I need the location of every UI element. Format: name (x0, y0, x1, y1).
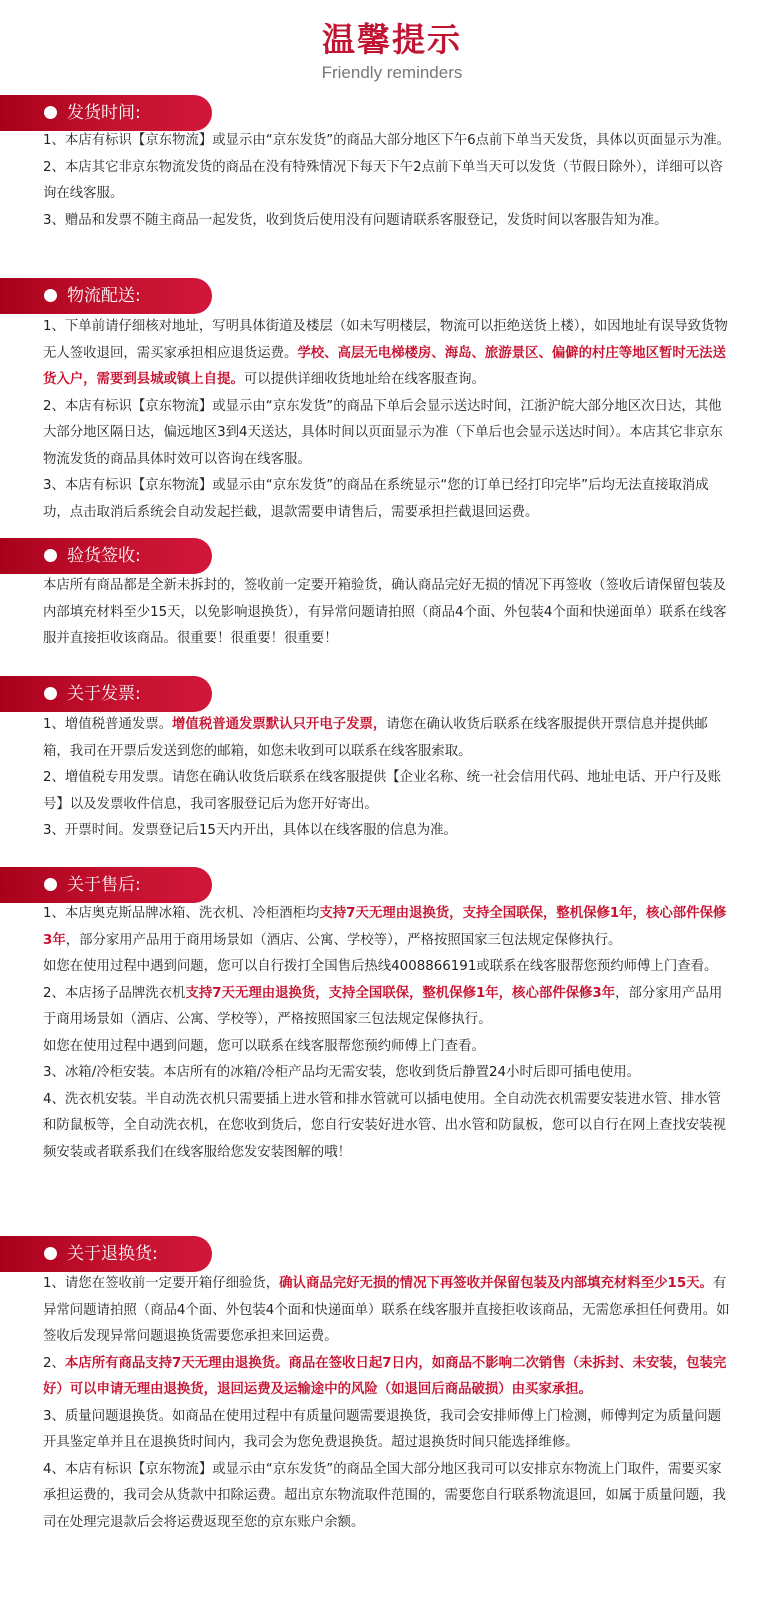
highlighted-text: 学校、高层无电梯楼房、海岛、旅游景区、偏僻的村庄等地区暂时无法送货入户，需要到县城或镇上自提。 (43, 345, 726, 387)
section-title: 发货时间: (67, 103, 141, 123)
bullet-dot-icon (44, 687, 57, 700)
text-segment: 3、赠品和发票不随主商品一起发货，收到货后使用没有问题请联系客服登记，发货时间以客服告知为准。 (43, 212, 668, 228)
section-header-returns (0, 1236, 212, 1272)
bullet-dot-icon (44, 549, 57, 562)
text-segment: 可以提供详细收货地址给在线客服查询。 (243, 372, 485, 387)
section-title: 物流配送: (67, 286, 141, 306)
bullet-dot-icon (44, 289, 57, 302)
paragraph (43, 954, 733, 981)
page-subtitle: Friendly reminders (321, 63, 463, 82)
text-segment: 如您在使用过程中遇到问题，您可以自行拨打全国售后热线4008866191或联系在线客服帮您预约师傅上门查看。 (43, 959, 718, 974)
paragraph (43, 1457, 733, 1537)
section-title: 验货签收: (67, 546, 141, 566)
bullet-dot-icon (44, 106, 57, 119)
text-segment: 3、本店有标识【京东物流】或显示由“京东发货”的商品在系统显示“您的订单已经打印完毕”后均无法直接取消成功，点击取消后系统会自动发起拦截，退款需要申请售后，需要承担拦截退回运费。 (43, 478, 709, 520)
section-body-logistics (43, 314, 733, 526)
text-segment: 3、质量问题退换货。如商品在使用过程中有质量问题需要退换货，我司会安排师傅上门检测，师傅判定为质量问题开具鉴定单并且在退换货时间内，我司会为您免费退换货。超过退换货时间只能选择维修。 (43, 1408, 722, 1450)
text-segment: 2、本店扬子品牌洗衣机 (43, 985, 186, 1001)
paragraph (43, 981, 733, 1034)
text-segment: 请您在确认收货后联系在线客服提供开票信息并提供邮箱，我司在开票后发送到您的邮箱，如您未收到可以联系在线客服索取。 (43, 717, 708, 759)
section-header-shipping-time (0, 95, 212, 131)
paragraph (43, 1060, 733, 1087)
paragraph (43, 1351, 733, 1404)
text-segment: 1、请您在签收前一定要开箱仔细验货， (43, 1276, 280, 1291)
section-header-inspection (0, 538, 212, 574)
text-segment: 3、开票时间。发票登记后15天内开出，具体以在线客服的信息为准。 (43, 823, 457, 838)
section-header-invoice (0, 676, 212, 712)
highlighted-text: 增值税普通发票默认只开电子发票， (172, 717, 387, 732)
paragraph (43, 473, 733, 526)
section-body-returns (43, 1271, 733, 1536)
paragraph (43, 394, 733, 474)
text-segment: 2、本店有标识【京东物流】或显示由“京东发货”的商品下单后会显示送达时间，江浙沪皖大部分地区次日达，其他大部分地区隔日达，偏远地区3到4天送达，具体时间以页面显示为准（下单后也会显示送达时间）。本店其它非京东物流发货的商品具体时效可以咨询在线客服。 (43, 398, 723, 467)
text-segment: 如您在使用过程中遇到问题，您可以联系在线客服帮您预约师傅上门查看。 (43, 1038, 485, 1054)
section-body-inspection (43, 573, 733, 653)
text-segment: 有异常问题请拍照（商品4个面、外包装4个面和快递面单）联系在线客服并直接拒收该商品，无需您承担任何费用。如签收后发现异常问题退换货需要您承担来回运费。 (43, 1276, 730, 1344)
bullet-dot-icon (44, 878, 57, 891)
section-title: 关于发票: (67, 684, 141, 704)
paragraph (43, 1271, 733, 1351)
text-segment: 本店所有商品都是全新未拆封的，签收前一定要开箱验货，确认商品完好无损的情况下再签收（签收后请保留包装及内部填充材料至少15天，以免影响退换货），有异常问题请拍照（商品4个面、外包装4个面和快递面单）联系在线客服并直接拒收该商品。很重要！很重要！很重要！ (43, 578, 727, 646)
paragraph (43, 1404, 733, 1457)
highlighted-text: 确认商品完好无损的情况下再签收并保留包装及内部填充材料至少15天。 (279, 1276, 713, 1291)
section-title: 关于售后: (67, 875, 141, 895)
section-title: 关于退换货: (67, 1244, 158, 1264)
section-header-logistics (0, 278, 212, 314)
paragraph (43, 314, 733, 394)
highlighted-text: 支持7天无理由退换货，支持全国联保，整机保修1年，核心部件保修3年 (43, 906, 727, 948)
section-body-shipping-time (43, 128, 733, 234)
highlighted-text: 本店所有商品支持7天无理由退换货。商品在签收日起7日内，如商品不影响二次销售（未拆封、未安装，包装完好）可以申请无理由退换货，退回运费及运输途中的风险（如退回后商品破损）由买家承担。 (43, 1355, 727, 1397)
text-segment: 2、本店其它非京东物流发货的商品在没有特殊情况下每天下午2点前下单当天可以发货（节假日除外），详细可以咨询在线客服。 (43, 159, 723, 201)
text-segment: ，部分家用产品用于商用场景如（酒店、公寓、学校等），严格按照国家三包法规定保修执行。 (43, 985, 723, 1027)
paragraph (43, 818, 733, 845)
paragraph (43, 208, 733, 235)
text-segment: 1、增值税普通发票。 (43, 717, 173, 732)
text-segment: 1、下单前请仔细核对地址，写明具体街道及楼层（如未写明楼层，物流可以拒绝送货上楼），如因地址有误导致货物无人签收退回，需买家承担相应退货运费。 (43, 319, 728, 361)
bullet-dot-icon (44, 1247, 57, 1260)
text-segment: 4、本店有标识【京东物流】或显示由“京东发货”的商品全国大部分地区我司可以安排京东物流上门取件，需要买家承担运费的，我司会从货款中扣除运费。超出京东物流取件范围的，需要您自行联系物流退回，如属于质量问题，我司在处理完退款后会将运费返现至您的京东账户余额。 (43, 1461, 726, 1530)
text-segment: 2、增值税专用发票。请您在确认收货后联系在线客服提供【企业名称、统一社会信用代码、地址电话、开户行及账号】以及发票收件信息，我司客服登记后为您开好寄出。 (43, 770, 722, 812)
text-segment: ，部分家用产品用于商用场景如（酒店、公寓、学校等），严格按照国家三包法规定保修执行。 (65, 932, 622, 948)
section-body-invoice (43, 712, 733, 845)
paragraph (43, 1034, 733, 1061)
paragraph (43, 712, 733, 765)
text-segment: 3、冰箱/冷柜安装。本店所有的冰箱/冷柜产品均无需安装，您收到货后静置24小时后即可插电使用。 (43, 1065, 640, 1080)
paragraph (43, 901, 733, 954)
text-segment: 1、本店有标识【京东物流】或显示由“京东发货”的商品大部分地区下午6点前下单当天发货，具体以页面显示为准。 (43, 133, 731, 148)
section-header-after-sales (0, 867, 212, 903)
text-segment: 1、本店奥克斯品牌冰箱、洗衣机、冷柜酒柜均 (43, 906, 320, 921)
paragraph (43, 573, 733, 653)
paragraph (43, 765, 733, 818)
paragraph (43, 155, 733, 208)
text-segment: 4、洗衣机安装。半自动洗衣机只需要插上进水管和排水管就可以插电使用。全自动洗衣机需要安装进水管、排水管和防鼠板等，全自动洗衣机，在您收到货后，您自行安装好进水管、出水管和防鼠板，您可以自行在网上查找安装视频安装或者联系我们在线客服给您发安装图解的哦！ (43, 1091, 726, 1160)
highlighted-text: 支持7天无理由退换货，支持全国联保，整机保修1年，核心部件保修3年 (185, 985, 616, 1001)
page-title: 温馨提示 (322, 20, 462, 59)
section-body-after-sales (43, 901, 733, 1166)
text-segment: 2、 (43, 1355, 65, 1371)
paragraph (43, 1087, 733, 1167)
paragraph (43, 128, 733, 155)
